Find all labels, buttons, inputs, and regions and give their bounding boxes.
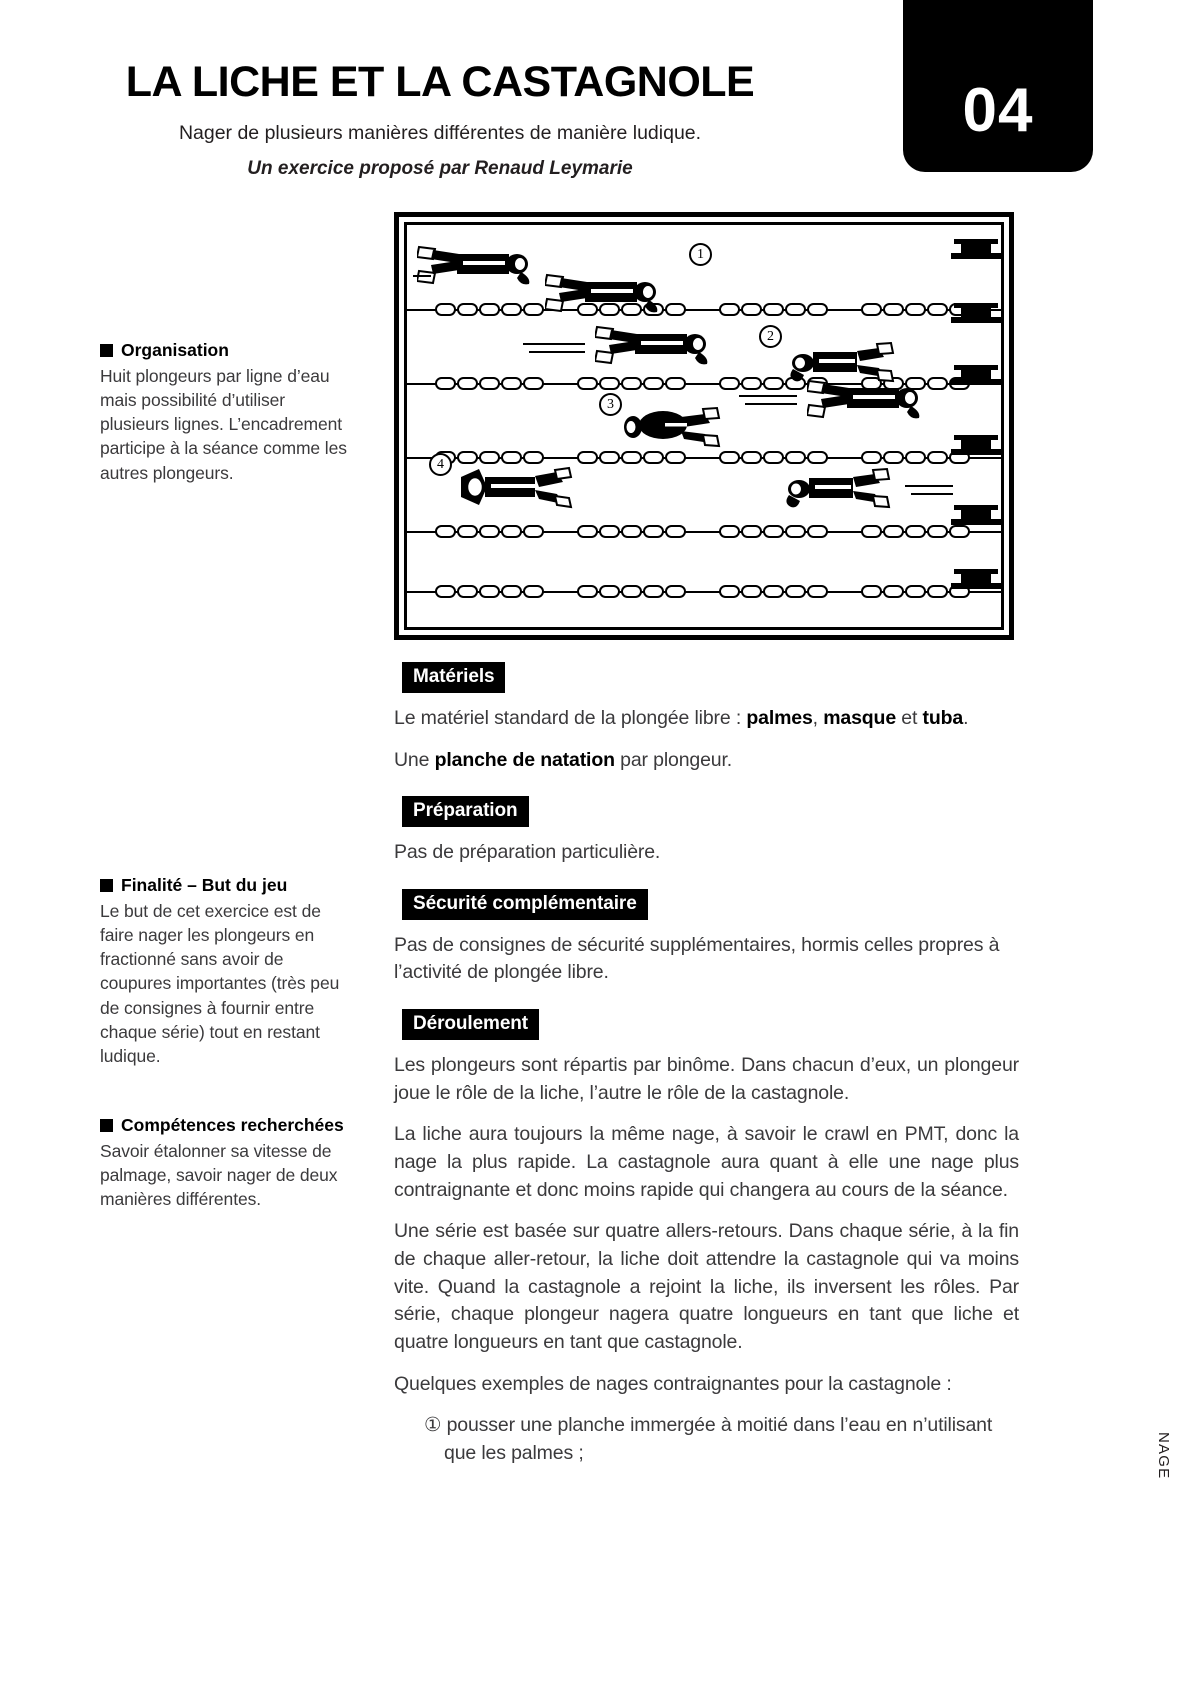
lane-float: [807, 451, 828, 464]
lane-rope: [407, 303, 1004, 317]
lane-float: [905, 525, 926, 538]
callout-3: 3: [599, 393, 622, 416]
page-author: Un exercice proposé par Renaud Leymarie: [247, 158, 633, 179]
swimmer-crawl-3: [595, 321, 717, 376]
swimmer-crawl-2: [545, 269, 667, 324]
lane-float: [599, 451, 620, 464]
lane-float: [861, 303, 882, 316]
lane-float: [807, 303, 828, 316]
deroulement-paragraph-3: Une série est basée sur quatre allers-retours. Dans chaque série, à la fin de chaque aller-retour, la liche doit attendre la castagnole qui va moins vite. Quand la castagnole a rejoint la liche, ils inversent les rôles. Par série, chaque plongeur nagera quatre longueurs en tant que liche et quatre longueurs en tant que castagnole.: [394, 1220, 1019, 1353]
lane-float: [501, 303, 522, 316]
lane-float: [577, 585, 598, 598]
swimmer-wake-line: [523, 343, 585, 345]
materiels-bold-tuba: tuba: [922, 706, 964, 729]
pool-lane-diagram: [394, 212, 1014, 640]
materiels-bold-masque: masque: [823, 706, 897, 729]
lane-float: [501, 525, 522, 538]
starting-block: [951, 365, 1001, 385]
starting-block-part: [961, 370, 991, 379]
lane-float: [861, 525, 882, 538]
lane-float: [719, 377, 740, 390]
swimmer-wake-line: [905, 485, 953, 487]
lane-float: [479, 377, 500, 390]
lane-float: [599, 525, 620, 538]
callout-1: 1: [689, 243, 712, 266]
lane-float: [665, 303, 686, 316]
lane-float: [643, 585, 664, 598]
lane-float: [621, 377, 642, 390]
lane-float: [763, 377, 784, 390]
lane-float: [665, 377, 686, 390]
swimmer-dark-1: [619, 403, 729, 454]
lane-float: [501, 377, 522, 390]
lane-float: [905, 585, 926, 598]
starting-block-part: [961, 244, 991, 253]
lane-float: [763, 585, 784, 598]
starting-block-part: [961, 574, 991, 583]
materiels-text-a: Le matériel standard de la plongée libre :: [394, 706, 747, 729]
lane-float: [479, 585, 500, 598]
castagnole-examples-list: [394, 1412, 1019, 1467]
deroulement-paragraph-1: Les plongeurs sont répartis par binôme. Dans chacun d’eux, un plongeur joue le rôle de la liche, l’autre le rôle de la castagnole.: [394, 1053, 1019, 1104]
lane-float: [435, 585, 456, 598]
callout-2: 2: [759, 325, 782, 348]
section-materiels-header: [394, 662, 1019, 693]
lane-float: [905, 451, 926, 464]
lane-float: [861, 451, 882, 464]
lane-float: [741, 525, 762, 538]
starting-block-part: [961, 510, 991, 519]
lane-float: [435, 377, 456, 390]
lane-float: [741, 377, 762, 390]
deroulement-paragraph-2: La liche aura toujours la même nage, à savoir le crawl en PMT, donc la nage la plus rapide. La castagnole aura quant à elle une nage plus contraignante et donc moins rapide qui changera au cours de la séance.: [394, 1123, 1019, 1201]
square-bullet-icon: [100, 344, 113, 357]
lane-float: [785, 585, 806, 598]
section-deroulement-header: [394, 1009, 1019, 1040]
sidebar-heading-finalite: [100, 875, 355, 896]
lane-float: [883, 525, 904, 538]
preparation-paragraph-1: Pas de préparation particulière.: [394, 841, 661, 864]
materiels-text-d: et: [896, 706, 923, 729]
lane-float: [599, 377, 620, 390]
swimmer-back-2: [783, 465, 901, 516]
materiels-paragraph-1: [394, 705, 1019, 733]
lane-float: [457, 303, 478, 316]
lane-float: [883, 303, 904, 316]
lane-float: [665, 525, 686, 538]
starting-block-part: [951, 583, 1001, 589]
materiels2-text-a: Une: [394, 748, 435, 771]
section-tag-preparation: Préparation: [402, 796, 529, 827]
lane-float: [643, 377, 664, 390]
swimmer-crawl-4: [807, 375, 929, 430]
sidebar: [100, 340, 350, 1210]
lane-float: [621, 525, 642, 538]
lane-float: [741, 585, 762, 598]
lane-float: [621, 585, 642, 598]
callout-4: 4: [429, 453, 452, 476]
exercise-number-badge: [903, 0, 1093, 172]
lane-float: [927, 377, 948, 390]
page-header: [0, 0, 1200, 200]
lane-float: [741, 303, 762, 316]
sidebar-body-competences: Savoir étalonner sa vitesse de palmage, savoir nager de deux manières différentes.: [100, 1141, 338, 1210]
lane-float: [435, 303, 456, 316]
page-subtitle: Nager de plusieurs manières différentes de manière ludique.: [178, 122, 702, 144]
starting-block-part: [961, 308, 991, 317]
sidebar-heading-organisation: [100, 340, 350, 361]
lane-float: [435, 525, 456, 538]
lane-float: [523, 525, 544, 538]
lane-float: [665, 585, 686, 598]
lane-float: [577, 525, 598, 538]
exercise-number: 04: [962, 76, 1034, 145]
lane-float: [457, 525, 478, 538]
starting-block: [951, 569, 1001, 589]
castagnole-example-item: ① pousser une planche immergée à moitié dans l’eau en n’utilisant que les palmes ;: [424, 1414, 993, 1465]
lane-float: [883, 585, 904, 598]
materiels-bold-palmes: palmes: [746, 706, 813, 729]
swimmer-wake-line: [911, 493, 953, 495]
sidebar-block-competences: [100, 1115, 355, 1211]
lane-float: [861, 585, 882, 598]
materiels2-bold-planche: planche de natation: [434, 748, 615, 771]
square-bullet-icon: [100, 1119, 113, 1132]
lane-float: [719, 585, 740, 598]
swimmer-wake-line: [739, 395, 797, 397]
lane-float: [457, 585, 478, 598]
starting-block-part: [951, 449, 1001, 455]
pool-basin: [404, 222, 1004, 630]
section-tag-materiels: Matériels: [402, 662, 505, 693]
materiels-text-e: .: [963, 706, 969, 729]
starting-block-part: [951, 519, 1001, 525]
sidebar-heading-label: Organisation: [121, 340, 229, 360]
sidebar-heading-competences: [100, 1115, 355, 1136]
materiels-paragraph-2: [394, 747, 1019, 775]
starting-block: [951, 303, 1001, 323]
swimmer-wake-line: [529, 351, 585, 353]
lane-float: [763, 525, 784, 538]
lane-float: [523, 585, 544, 598]
lane-float: [643, 525, 664, 538]
lane-float: [479, 525, 500, 538]
securite-paragraph-1: Pas de consignes de sécurité supplémentaires, hormis celles propres à l’activité de plongée libre.: [394, 933, 1000, 984]
lane-float: [785, 525, 806, 538]
swimmer-wake-line: [413, 275, 431, 277]
lane-float: [927, 303, 948, 316]
lane-float: [523, 303, 544, 316]
lane-float: [599, 585, 620, 598]
lane-float: [763, 451, 784, 464]
section-tag-deroulement: Déroulement: [402, 1009, 539, 1040]
square-bullet-icon: [100, 879, 113, 892]
lane-float: [927, 525, 948, 538]
sidebar-heading-label: Compétences recherchées: [121, 1115, 344, 1135]
sidebar-body-organisation: Huit plongeurs par ligne d’eau mais possibilité d’utiliser plusieurs lignes. L’encadrement participe à la séance comme les autres plongeurs.: [100, 366, 347, 483]
section-tag-securite: Sécurité complémentaire: [402, 889, 648, 920]
lane-float: [719, 303, 740, 316]
lane-float: [949, 525, 970, 538]
sidebar-heading-label: Finalité – But du jeu: [121, 875, 288, 895]
lane-float: [807, 525, 828, 538]
lane-float: [927, 451, 948, 464]
deroulement-paragraph-4: Quelques exemples de nages contraignantes pour la castagnole :: [394, 1372, 952, 1395]
lane-float: [785, 303, 806, 316]
lane-rope: [407, 525, 1004, 539]
swimmer-crawl-1: [417, 241, 539, 296]
swimmer-wake-line: [745, 403, 797, 405]
starting-block-part: [951, 379, 1001, 385]
starting-block-part: [961, 440, 991, 449]
lane-float: [577, 377, 598, 390]
starting-block: [951, 505, 1001, 525]
materiels-text-c: ,: [812, 706, 824, 729]
lane-float: [501, 585, 522, 598]
sidebar-body-finalite: Le but de cet exercice est de faire nager les plongeurs en fractionné sans avoir de coupures importantes (très peu de consignes à fournir entre chaque série) tout en restant ludique.: [100, 901, 340, 1066]
starting-block: [951, 435, 1001, 455]
lane-float: [883, 451, 904, 464]
lane-float: [479, 303, 500, 316]
lane-float: [457, 377, 478, 390]
materiels2-text-c: par plongeur.: [614, 748, 733, 771]
starting-block-part: [951, 253, 1001, 259]
chapter-tab-nage: NAGE: [1155, 1431, 1172, 1479]
starting-block: [951, 239, 1001, 259]
section-preparation-header: [394, 796, 1019, 827]
lane-float: [905, 303, 926, 316]
lane-float: [763, 303, 784, 316]
lane-float: [741, 451, 762, 464]
starting-block-part: [951, 317, 1001, 323]
lane-rope: [407, 585, 1004, 599]
lane-float: [785, 451, 806, 464]
lane-float: [927, 585, 948, 598]
swimmer-board-1: [459, 463, 584, 518]
sidebar-block-finalite: [100, 875, 355, 1068]
main-content: [394, 212, 1019, 1468]
page-title: LA LICHE ET LA CASTAGNOLE: [125, 58, 755, 106]
section-securite-header: [394, 889, 1019, 920]
lane-float: [807, 585, 828, 598]
sidebar-block-organisation: [100, 340, 350, 485]
lane-float: [719, 525, 740, 538]
lane-float: [523, 377, 544, 390]
